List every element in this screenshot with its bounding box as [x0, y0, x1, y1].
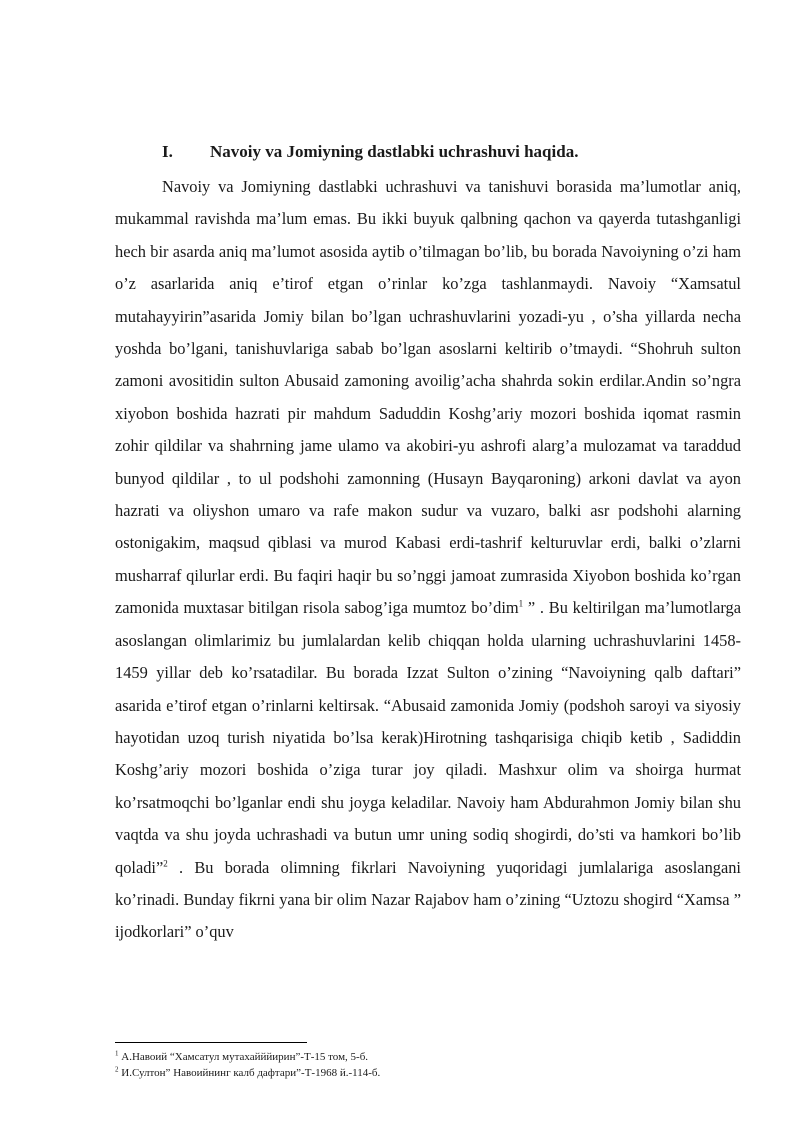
footnote-text: И.Султон” Навоийнинг калб дафтари”-Т-1968 й.-114-б.	[118, 1067, 381, 1079]
paragraph-text-part1: Navoiy va Jomiyning dastlabki uchrashuvi va tanishuvi borasida ma’lumotlar aniq, mukammal ravishda ma’lum emas. Bu ikki buyuk qalbning qachon va qayerda tutashganligi hech bir asarda aniq ma’lumot asosida aytib o’tilmagan bo’lib, bu borada Navoiyning o’zi ham o’z asarlarida aniq e’tirof etgan o’rinlar ko’zga tashlanmaydi. Navoiy “Xamsatul mutahayyirin”asarida Jomiy bilan bo’lgan uchrashuvlarini yozadi-yu , o’sha yillarda necha yoshda bo’lgani, tanishuvlariga sabab bo’lgan asoslarni keltirib o’tmaydi. “Shohruh sulton zamoni avositidin sulton Abusaid zamoning avoilig’acha shahrda sokin erdilar.Andin so’ngra xiyobon boshida hazrati pir mahdum Saduddin Koshg’ariy mozori boshida iqomat rasmin zohir qildilar va shahrning jame ulamo va akobiri-yu ashrofi alarg’a mulozamat va taraddud bunyod qildilar , to ul podshohi zamonning (Husayn Bayqaroning) arkoni davlat va ayon hazrati va oliyshon umaro va rafe makon sudur va vuzaro, balki asr podshohi alarning ostonigakim, maqsud qiblasi va murod Kabasi erdi-tashrif kelturuvlar erdi, balki o’zlarni musharraf qilurlar erdi. Bu faqiri haqir bu so’nggi jamoat zumrasida Xiyobon boshida ko’rgan zamonida muxtasar bitilgan risola sabog’iga mumtoz bo’dim	[115, 177, 741, 618]
footnote-mark: 1	[115, 1049, 119, 1058]
footnote-ref-2[interactable]: 2	[163, 858, 168, 869]
footnotes	[115, 1049, 741, 1081]
section-number: I.	[162, 142, 173, 161]
footnote-ref-1[interactable]: 1	[518, 598, 524, 609]
section-title: Navoiy va Jomiyning dastlabki uchrashuvi haqida.	[210, 142, 579, 161]
paragraph-text-part2: ” . Bu keltirilgan ma’lumotlarga asoslangan olimlarimiz bu jumlalardan kelib chiqqan holda ularning uchrashuvlarini 1458-1459 yillar deb ko’rsatadilar. Bu borada Izzat Sulton o’zining “Navoiyning qalb daftari” asarida e’tirof etgan o’rinlarni keltirsak. “Abusaid zamonida Jomiy (podshoh saroyi va siyosiy hayotidan uzoq turish niyatida bo’lsa kerak)Hirotning tashqarisiga chiqib ketib , Sadiddin Koshg’ariy mozori boshida o’ziga turar joy qiladi. Mashxur olim va shoirga hurmat ko’rsatmoqchi bo’lganlar endi shu joyga keladilar. Navoiy ham Abdurahmon Jomiy bilan shu vaqtda va shu joyda uchrashadi va butun umr uning sodiq shogirdi, do’sti va hamkori bo’lib qoladi”	[115, 598, 741, 877]
paragraph-text-part3: . Bu borada olimning fikrlari Navoiyning yuqoridagi jumlalariga asoslangani ko’rinadi. Bunday fikrni yana bir olim Nazar Rajabov ham o’zining “Uztozu shogird “Xamsa ” ijodkorlari” o’quv	[115, 857, 741, 942]
footnote-1	[115, 1049, 741, 1065]
footnote-2	[115, 1065, 741, 1081]
footnote-mark: 2	[115, 1065, 119, 1074]
section-heading	[162, 142, 578, 162]
body-paragraph	[115, 171, 741, 949]
footnote-separator	[115, 1042, 307, 1043]
footnote-text: А.Навоий “Хамсатул мутахайййирин”-Т-15 том, 5-б.	[118, 1051, 369, 1063]
